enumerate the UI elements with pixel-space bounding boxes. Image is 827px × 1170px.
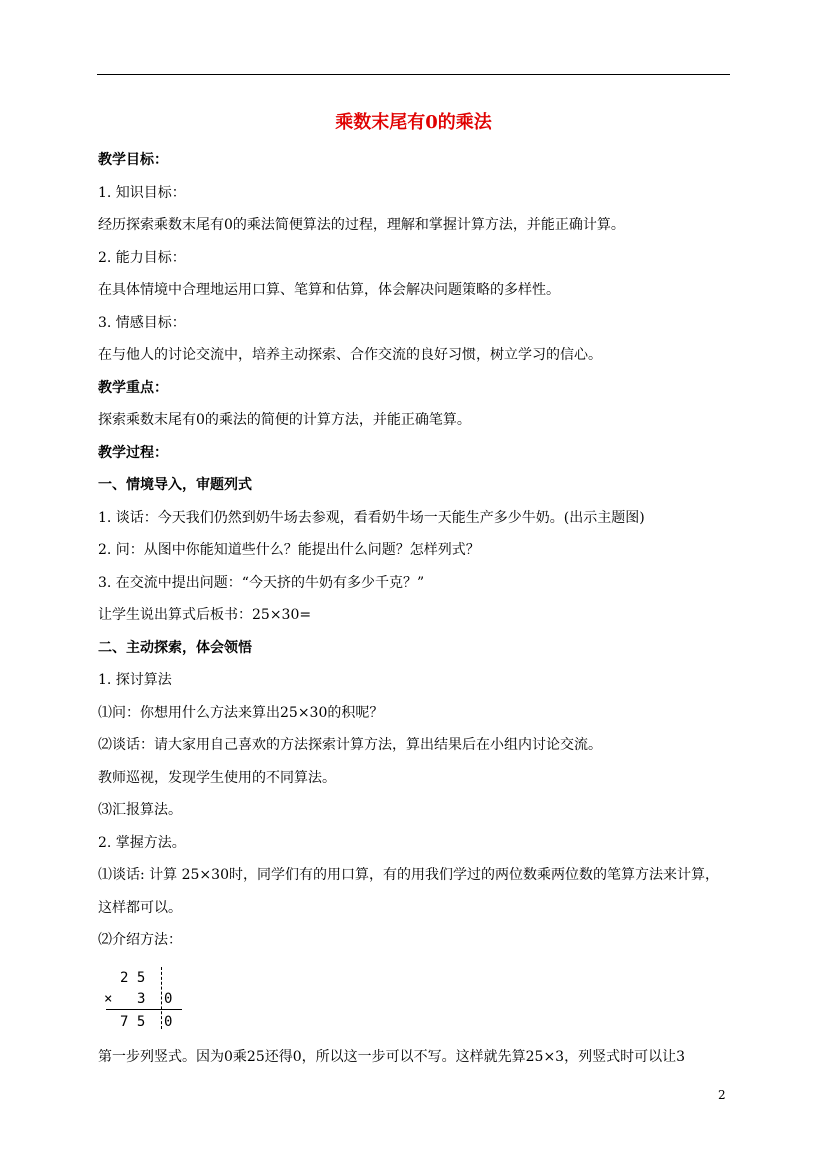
- list-item: 2. 掌握方法。: [98, 835, 186, 851]
- list-item: ⑴问：你想用什么方法来算出25×30的积呢？: [98, 705, 384, 721]
- list-item: 2. 能力目标：: [98, 250, 186, 266]
- list-item: 2. 问：从图中你能知道些什么？能提出什么问题？怎样列式？: [98, 542, 480, 558]
- page-number: 2: [718, 1088, 726, 1102]
- section-heading-2: 二、主动探索，体会领悟: [98, 640, 252, 656]
- list-item: ⑵谈话：请大家用自己喜欢的方法探索计算方法，算出结果后在小组内讨论交流。: [98, 737, 602, 753]
- paragraph: 让学生说出算式后板书：25×30=: [98, 607, 312, 623]
- list-item: 1. 知识目标：: [98, 185, 186, 201]
- list-item: ⑵介绍方法：: [98, 932, 182, 948]
- paragraph: 探索乘数末尾有0的乘法的简便的计算方法，并能正确笔算。: [98, 412, 471, 428]
- calc-product: 7 5: [120, 1014, 146, 1030]
- list-item: 1. 探讨算法: [98, 672, 172, 688]
- paragraph: 这样都可以。: [98, 900, 182, 916]
- calc-product-zero: 0: [164, 1014, 173, 1030]
- vertical-calculation: [104, 967, 184, 1031]
- list-item: 1. 谈话：今天我们仍然到奶牛场去参观，看看奶牛场一天能生产多少牛奶。(出示主题图): [98, 510, 645, 526]
- header-rule: [97, 74, 730, 75]
- page-title: 乘数末尾有0的乘法: [335, 112, 492, 133]
- list-item: 3. 在交流中提出问题：“今天挤的牛奶有多少千克？”: [98, 575, 425, 591]
- paragraph: 在与他人的讨论交流中，培养主动探索、合作交流的良好习惯，树立学习的信心。: [98, 347, 602, 363]
- calc-result-line: [106, 1009, 182, 1010]
- heading-key-point: 教学重点：: [98, 380, 168, 396]
- section-heading-1: 一、情境导入，审题列式: [98, 477, 252, 493]
- paragraph: 第一步列竖式。因为0乘25还得0，所以这一步可以不写。这样就先算25×3，列竖式时可以让3: [98, 1049, 685, 1065]
- list-item: ⑶汇报算法。: [98, 802, 182, 818]
- calc-separator-line: [161, 967, 162, 1029]
- calc-multiplier-zero: 0: [164, 991, 173, 1007]
- calc-multiplier: 3: [137, 991, 146, 1007]
- list-item: ⑴谈话: 计算 25×30时，同学们有的用口算，有的用我们学过的两位数乘两位数的笔算方法来计算，: [98, 867, 719, 883]
- paragraph: 教师巡视，发现学生使用的不同算法。: [98, 770, 336, 786]
- paragraph: 经历探索乘数末尾有0的乘法简便算法的过程，理解和掌握计算方法，并能正确计算。: [98, 217, 625, 233]
- paragraph: 在具体情境中合理地运用口算、笔算和估算，体会解决问题策略的多样性。: [98, 282, 560, 298]
- calc-operator: ×: [104, 991, 113, 1007]
- calc-multiplicand: 2 5: [120, 970, 146, 986]
- heading-process: 教学过程：: [98, 445, 168, 461]
- list-item: 3. 情感目标：: [98, 315, 186, 331]
- heading-objectives: 教学目标：: [98, 152, 168, 168]
